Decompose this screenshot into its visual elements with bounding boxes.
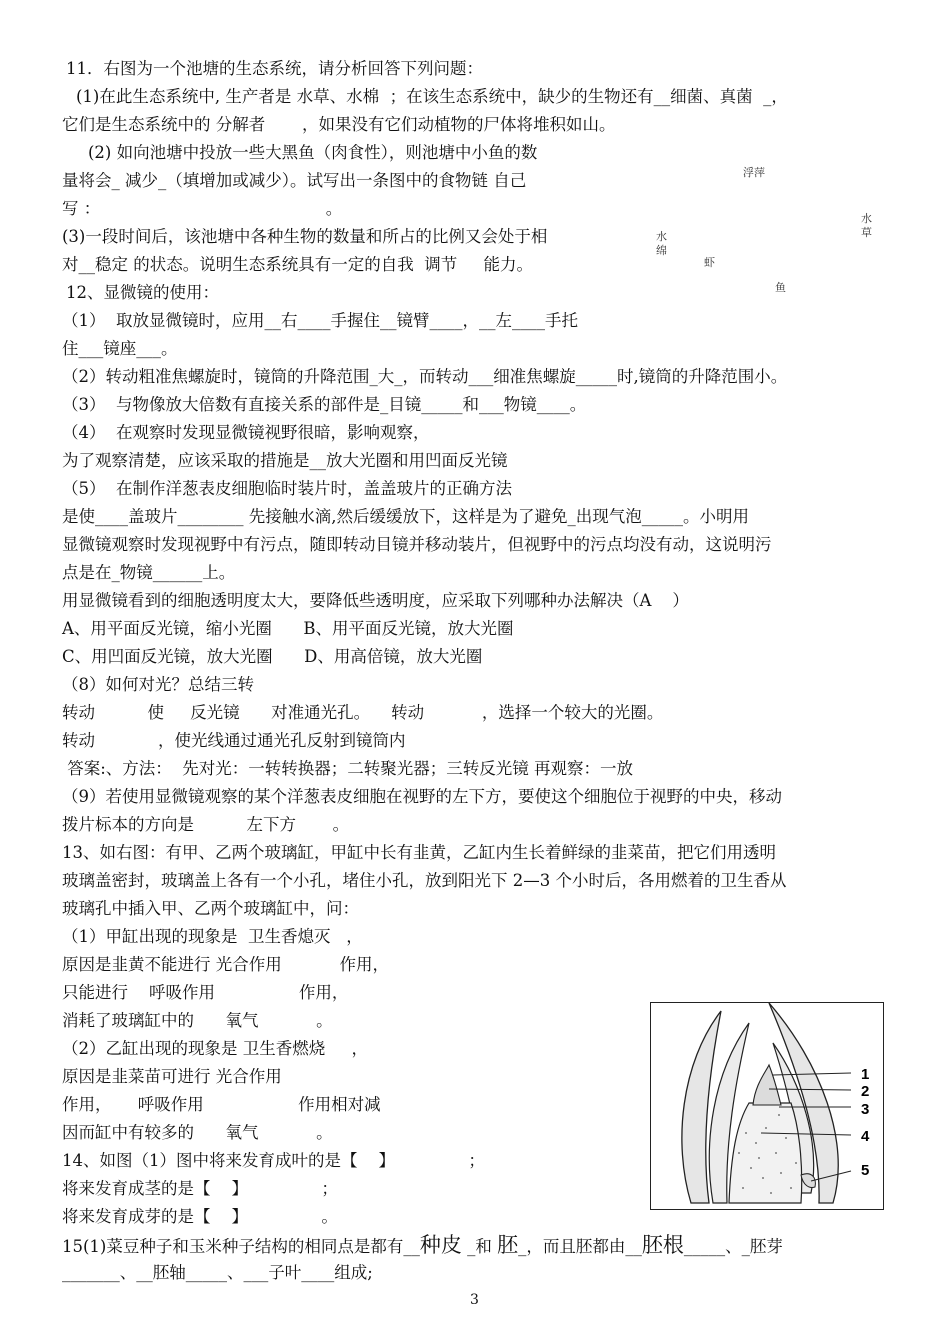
q12-part1: （1） 取放显微镜时，应用__右____手握住__镜臂____，__左____手托 (62, 311, 578, 330)
q12-part5-cont: 是使____盖玻片________ 先接触水滴,然后缓缓放下，这样是为了避免_出现气泡_____。小明用 (62, 507, 749, 526)
q12-options-cd: C、用凹面反光镜，放大光圈 D、用高倍镜，放大光圈 (62, 647, 483, 666)
q15-text-c: _和 (461, 1237, 498, 1256)
q12-part4-cont: 为了观察清楚，应该采取的措施是__放大光圈和用凹面反光镜 (62, 451, 508, 470)
q13-part2-reason: 原因是韭菜苗可进行 光合作用 (62, 1067, 282, 1086)
q12-part8-line1: 转动 使 反光镜 对准通光孔。 转动 ，选择一个较大的光圈。 (62, 703, 664, 722)
q13-part1: （1）甲缸出现的现象是 卫生香熄灭 ， (62, 927, 363, 946)
bud-structure-figure (650, 1002, 884, 1210)
q13-title: 13、如右图：有甲、乙两个玻璃缸，甲缸中长有韭黄，乙缸内生长着鲜绿的韭菜苗，把它们用透明 (62, 843, 776, 862)
q12-part5-cont3: 点是在_物镜______上。 (62, 563, 236, 582)
q13-part2-reason3: 因而缸中有较多的 氧气 。 (62, 1123, 333, 1142)
q15-answer-seedcoat: 种皮 (419, 1233, 462, 1257)
figure-label-3: 3 (861, 1101, 870, 1118)
q12-part9-cont: 拨片标本的方向是 左下方 。 (62, 815, 350, 834)
q12-part9: （9）若使用显微镜观察的某个洋葱表皮细胞在视野的左下方，要使这个细胞位于视野的中央，移动 (62, 787, 782, 806)
q15-text-g: _____、_胚芽 (683, 1237, 783, 1256)
q15-line2: _______、__胚轴_____、___子叶____组成; (62, 1263, 373, 1282)
q13-title-cont2: 玻璃孔中插入甲、乙两个玻璃缸中，问： (62, 899, 359, 918)
q11-part3-cont: 对__稳定 的状态。说明生态系统具有一定的自我 调节 能力。 (62, 255, 533, 274)
pond-label-shuimian: 水绵 (656, 230, 667, 257)
q12-part8-answer: 答案:、方法： 先对光：一转转换器；二转聚光器；三转反光镜 再观察：一放 (62, 759, 634, 778)
q13-part1-reason2: 只能进行 呼吸作用 作用， (62, 983, 349, 1002)
q15-line1 (62, 1234, 783, 1258)
q11-part1-cont: 它们是生态系统中的 分解者 ，如果没有它们动植物的尸体将堆积如山。 (62, 115, 616, 134)
q15-answer-radicle: 胚根 (641, 1233, 684, 1257)
figure-label-5: 5 (861, 1162, 870, 1179)
pond-label-yu: 鱼 (775, 281, 786, 294)
q11-part3: (3)一段时间后，该池塘中各种生物的数量和所占的比例又会处于相 (62, 227, 548, 246)
q13-part1-reason3: 消耗了玻璃缸中的 氧气 。 (62, 1011, 333, 1030)
pond-label-fuping: 浮萍 (743, 166, 765, 179)
pointer-line-2 (769, 1089, 851, 1090)
q12-part5: （5） 在制作洋葱表皮细胞临时装片时，盖盖玻片的正确方法 (62, 479, 512, 498)
q11-part2-cont: 量将会_ 减少_（填增加或减少）。试写出一条图中的食物链 自己 (62, 171, 527, 190)
q11-part1: (1)在此生态系统中, 生产者是 水草、水棉 ；在该生态系统中，缺少的生物还有__细菌、真菌 _， (76, 87, 788, 106)
q14-leaf: 14、如图（1）图中将来发育成叶的是【 】 ； (62, 1151, 485, 1170)
growing-point (753, 1065, 781, 1105)
q11-title: 11．右图为一个池塘的生态系统，请分析回答下列问题： (66, 59, 483, 78)
q14-stem: 将来发育成茎的是【 】 ； (62, 1179, 338, 1198)
q11-part2: (2) 如向池塘中投放一些大黑鱼（肉食性），则池塘中小鱼的数 (88, 143, 538, 162)
q14-bud: 将来发育成芽的是【 】 。 (62, 1207, 338, 1226)
q12-part1-cont: 住___镜座___。 (62, 339, 178, 358)
pond-label-xia: 虾 (704, 256, 715, 269)
q15-text-e: _，而且胚都由__ (518, 1237, 642, 1256)
figure-label-2: 2 (861, 1083, 870, 1100)
q13-part2-reason2: 作用， 呼吸作用 作用相对减 (62, 1095, 381, 1114)
q12-part4: （4） 在观察时发现显微镜视野很暗，影响观察， (62, 423, 430, 442)
q12-part3: （3） 与物像放大倍数有直接关系的部件是_目镜_____和___物镜____。 (62, 395, 587, 414)
figure-label-4: 4 (861, 1128, 870, 1145)
q12-part8: （8）如何对光？总结三转 (62, 675, 254, 694)
q13-part2: （2）乙缸出现的现象是 卫生香燃烧 ， (62, 1039, 368, 1058)
q12-part2: （2）转动粗准焦螺旋时，镜筒的升降范围_大_，而转动___细准焦螺旋_____时,镜筒的升降范围小。 (62, 367, 788, 386)
q12-title: 12、显微镜的使用： (66, 283, 219, 302)
q12-part5-cont2: 显微镜观察时发现视野中有污点，随即转动目镜并移动装片，但视野中的污点均没有动，这说明污 (62, 535, 772, 554)
bud-structure-drawing (651, 1003, 883, 1209)
q13-title-cont: 玻璃盖密封，玻璃盖上各有一个小孔，堵住小孔，放到阳光下 2—3 个小时后，各用燃着的卫生香从 (62, 871, 787, 890)
q15-answer-embryo: 胚 (497, 1233, 519, 1257)
q12-options-ab: A、用平面反光镜，缩小光圈 B、用平面反光镜，放大光圈 (62, 619, 514, 638)
q13-part1-reason: 原因是韭黄不能进行 光合作用 作用， (62, 955, 389, 974)
page-number: 3 (470, 1292, 479, 1308)
figure-label-1: 1 (861, 1066, 870, 1083)
q11-part2-cont2: 写 ： 。 (62, 199, 343, 218)
q12-part8-line2: 转动 ，使光线通过通光孔反射到镜筒内 (62, 731, 406, 750)
q12-choice-question: 用显微镜看到的细胞透明度太大，要降低些透明度，应采取下列哪种办法解决（A ） (62, 591, 689, 610)
q15-text-a: 15(1)菜豆种子和玉米种子结构的相同点是都有__ (62, 1237, 420, 1256)
pond-label-shuicao: 水草 (861, 212, 872, 239)
